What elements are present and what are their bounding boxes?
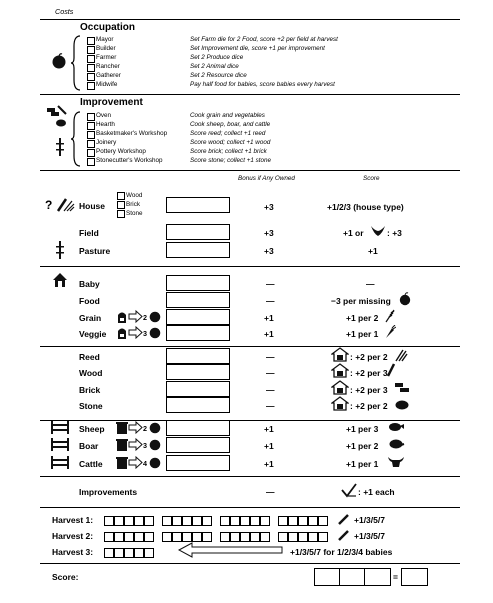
harvest-tally-box[interactable] (288, 516, 298, 526)
occupation-brace (70, 34, 82, 92)
harvest-2-label: Harvest 2: (52, 531, 94, 541)
grain-bonus: +1 (264, 313, 274, 323)
brick-score: : +2 per 3 (350, 385, 388, 395)
improvement-description: Score stone; collect +1 stone (190, 157, 272, 164)
harvest-tally-box[interactable] (144, 532, 154, 542)
harvest-tally-box[interactable] (220, 516, 230, 526)
workshop-icon (331, 396, 349, 411)
harvest-tally-box[interactable] (230, 516, 240, 526)
veggie-cook-count: 3 (143, 329, 147, 338)
house-wood-checkbox[interactable] (117, 192, 125, 200)
field-input[interactable] (166, 224, 230, 240)
sheep-icon (387, 420, 405, 434)
house-wood-label: Wood (126, 192, 143, 199)
improvement-brace (70, 110, 82, 168)
fence-icon (50, 456, 70, 469)
occupation-heading: Occupation (80, 22, 136, 33)
left-arrow-icon (178, 542, 284, 558)
workshop-icon (331, 363, 349, 378)
improvement-checkbox[interactable] (87, 158, 95, 166)
harvest-tally-box[interactable] (240, 516, 250, 526)
improvement-name: Stonecutter's Workshop (96, 157, 163, 164)
occupation-name: Mayor (96, 36, 114, 43)
boar-input[interactable] (166, 437, 230, 453)
house-stone-checkbox[interactable] (117, 210, 125, 218)
field-score: +1 or (343, 228, 364, 238)
sheep-input[interactable] (166, 420, 230, 436)
cattle-input[interactable] (166, 455, 230, 471)
sheep-score: +1 per 3 (346, 424, 379, 434)
harvest-tally-box[interactable] (220, 532, 230, 542)
occupation-name: Builder (96, 45, 116, 52)
divider (40, 563, 460, 564)
harvest-tally-box[interactable] (134, 532, 144, 542)
baby-input[interactable] (166, 275, 230, 291)
harvest-tally-box[interactable] (250, 532, 260, 542)
harvest-tally-box[interactable] (192, 516, 202, 526)
reed-icon (394, 348, 408, 362)
harvest-tally-box[interactable] (104, 516, 114, 526)
improvement-checkbox[interactable] (87, 131, 95, 139)
house-brick-checkbox[interactable] (117, 201, 125, 209)
cook-to-food-icon (115, 309, 163, 324)
reed-bonus: — (266, 352, 275, 362)
harvest-tally-box[interactable] (260, 516, 270, 526)
improvement-description: Cook grain and vegetables (190, 112, 265, 119)
occupation-description: Set 2 Resource dice (190, 72, 247, 79)
harvest-tally-box[interactable] (250, 516, 260, 526)
boar-score: +1 per 2 (346, 441, 379, 451)
divider (40, 346, 460, 347)
grain-label: Grain (79, 313, 102, 323)
harvest-tally-box[interactable] (240, 532, 250, 542)
harvest-tally-box[interactable] (192, 532, 202, 542)
cattle-score: +1 per 1 (346, 459, 379, 469)
food-label: Food (79, 296, 100, 306)
improvement-heading: Improvement (80, 97, 143, 108)
harvest-tally-box[interactable] (162, 516, 172, 526)
pasture-score: +1 (368, 246, 378, 256)
veggie-score: +1 per 1 (346, 329, 379, 339)
food-icon (398, 292, 412, 306)
harvest-tally-box[interactable] (104, 532, 114, 542)
improvement-name: Joinery (96, 139, 117, 146)
fence-icon (55, 241, 65, 259)
score-column-header: Score (363, 175, 380, 182)
sheep-cook-count: 2 (143, 424, 147, 433)
harvest-tally-box[interactable] (144, 548, 154, 558)
total-score-box[interactable] (401, 568, 428, 586)
occupation-checkbox[interactable] (87, 55, 95, 63)
house-score: +1/2/3 (house type) (327, 202, 404, 212)
carrot-icon (384, 325, 396, 339)
harvest-tally-box[interactable] (124, 532, 134, 542)
harvest-tally-box[interactable] (114, 516, 124, 526)
harvest-tally-box[interactable] (202, 532, 212, 542)
equals-sign: = (393, 572, 398, 582)
pasture-input[interactable] (166, 242, 230, 258)
occupation-description: Pay half food for babies, score babies every harvest (190, 81, 335, 88)
house-input[interactable] (166, 197, 230, 213)
sheep-label: Sheep (79, 424, 105, 434)
improvement-description: Cook sheep, boar, and cattle (190, 121, 271, 128)
harvest-1-score: +1/3/5/7 (354, 515, 385, 525)
harvest-tally-box[interactable] (172, 516, 182, 526)
occupation-name: Gatherer (96, 72, 121, 79)
harvest-tally-box[interactable] (298, 516, 308, 526)
harvest-tally-box[interactable] (162, 532, 172, 542)
harvest-tally-box[interactable] (182, 516, 192, 526)
house-label: House (79, 201, 105, 211)
harvest-3-score: +1/3/5/7 for 1/2/3/4 babies (290, 547, 393, 557)
costs-label: Costs (55, 7, 74, 16)
improvement-checkbox[interactable] (87, 122, 95, 130)
checkmark-icon (340, 482, 358, 498)
boar-bonus: +1 (264, 441, 274, 451)
cook-to-food-icon (115, 420, 163, 435)
horns-icon (369, 224, 387, 238)
workshop-icon (331, 347, 349, 362)
improvements-score: : +1 each (358, 487, 395, 497)
grain-input[interactable] (166, 309, 230, 325)
occupation-description: Set 2 Animal dice (190, 63, 239, 70)
brick-label: Brick (79, 385, 101, 395)
harvest-tally-box[interactable] (124, 548, 134, 558)
occupation-name: Farmer (96, 54, 117, 61)
harvest-tally-box[interactable] (202, 516, 212, 526)
improvement-description: Score reed; collect +1 reed (190, 130, 266, 137)
harvest-tally-box[interactable] (172, 532, 182, 542)
house-icon (52, 272, 68, 288)
brick-input[interactable] (166, 381, 230, 397)
baby-label: Baby (79, 279, 100, 289)
resource-icons (46, 104, 68, 128)
score-box[interactable] (364, 568, 391, 586)
divider (40, 94, 460, 95)
veggie-label: Veggie (79, 329, 107, 339)
boar-cook-count: 3 (143, 441, 147, 450)
occupation-name: Rancher (96, 63, 120, 70)
improvement-name: Oven (96, 112, 112, 119)
harvest-tally-box[interactable] (278, 532, 288, 542)
divider (40, 476, 460, 477)
fence-icon (50, 438, 70, 451)
harvest-tally-box[interactable] (104, 548, 114, 558)
harvest-tally-box[interactable] (308, 532, 318, 542)
improvement-description: Score wood; collect +1 wood (190, 139, 271, 146)
harvest-tally-box[interactable] (230, 532, 240, 542)
pasture-bonus: +3 (264, 246, 274, 256)
grain-cook-count: 2 (143, 313, 147, 322)
harvest-tally-box[interactable] (134, 516, 144, 526)
cattle-cook-count: 4 (143, 459, 147, 468)
improvement-description: Score brick; collect +1 brick (190, 148, 267, 155)
harvest-tally-box[interactable] (260, 532, 270, 542)
harvest-tally-box[interactable] (124, 516, 134, 526)
cattle-bonus: +1 (264, 459, 274, 469)
improvement-checkbox[interactable] (87, 149, 95, 157)
brick-bonus: — (266, 385, 275, 395)
harvest-2-score: +1/3/5/7 (354, 531, 385, 541)
grain-score: +1 per 2 (346, 313, 379, 323)
wood-score: : +2 per 3 (350, 368, 388, 378)
food-input[interactable] (166, 292, 230, 308)
fence-icon (50, 421, 70, 434)
field-label: Field (79, 228, 99, 238)
harvest-tally-box[interactable] (278, 516, 288, 526)
stone-bonus: — (266, 401, 275, 411)
reed-score: : +2 per 2 (350, 352, 388, 362)
food-icon (50, 53, 68, 69)
wood-input[interactable] (166, 364, 230, 380)
divider (40, 266, 460, 267)
divider (40, 507, 460, 508)
occupation-name: Midwife (96, 81, 118, 88)
occupation-checkbox[interactable] (87, 37, 95, 45)
harvest-1-label: Harvest 1: (52, 515, 94, 525)
wood-bonus: — (266, 368, 275, 378)
improvement-name: Pottery Workshop (96, 148, 146, 155)
wood-icon (386, 363, 396, 377)
occupation-checkbox[interactable] (87, 73, 95, 81)
workshop-icon (331, 380, 349, 395)
occupation-checkbox[interactable] (87, 46, 95, 54)
occupation-description: Set Farm die for 2 Food, score +2 per field at harvest (190, 36, 338, 43)
boar-icon (387, 437, 405, 451)
stone-score: : +2 per 2 (350, 401, 388, 411)
field-bonus: +3 (264, 228, 274, 238)
food-score: −3 per missing (331, 296, 391, 306)
improvement-name: Basketmaker's Workshop (96, 130, 168, 137)
pasture-label: Pasture (79, 246, 111, 256)
harvest-tally-box[interactable] (182, 532, 192, 542)
score-box[interactable] (339, 568, 366, 586)
sheep-bonus: +1 (264, 424, 274, 434)
house-bonus: +3 (264, 202, 274, 212)
house-brick-label: Brick (126, 201, 140, 208)
improvement-checkbox[interactable] (87, 113, 95, 121)
harvest-tally-box[interactable] (318, 532, 328, 542)
food-bonus: — (266, 296, 275, 306)
veggie-input[interactable] (166, 325, 230, 341)
stone-label: Stone (79, 401, 103, 411)
occupation-checkbox[interactable] (87, 82, 95, 90)
stone-icon (394, 397, 410, 411)
cattle-label: Cattle (79, 459, 103, 469)
fence-icon (55, 138, 65, 156)
cook-to-food-icon (115, 325, 163, 340)
harvest-tally-box[interactable] (318, 516, 328, 526)
occupation-checkbox[interactable] (87, 64, 95, 72)
divider (40, 170, 460, 171)
grain-icon (384, 309, 396, 323)
wood-reed-icon (56, 198, 76, 212)
wood-label: Wood (79, 368, 103, 378)
harvest-tally-box[interactable] (308, 516, 318, 526)
veggie-bonus: +1 (264, 329, 274, 339)
score-label: Score: (52, 572, 79, 582)
divider (40, 19, 460, 20)
stone-input[interactable] (166, 397, 230, 413)
harvest-tally-box[interactable] (288, 532, 298, 542)
reed-label: Reed (79, 352, 100, 362)
grain-icon (337, 513, 351, 525)
harvest-tally-box[interactable] (114, 532, 124, 542)
brick-icon (394, 381, 410, 395)
improvement-name: Hearth (96, 121, 115, 128)
boar-label: Boar (79, 441, 99, 451)
cook-to-food-icon (115, 437, 163, 452)
improvement-checkbox[interactable] (87, 140, 95, 148)
harvest-tally-box[interactable] (298, 532, 308, 542)
house-stone-label: Stone (126, 210, 143, 217)
harvest-tally-box[interactable] (134, 548, 144, 558)
cattle-icon (387, 455, 405, 469)
grain-icon (337, 529, 351, 541)
harvest-3-label: Harvest 3: (52, 547, 94, 557)
question-mark-icon: ? (45, 198, 53, 212)
baby-bonus: — (266, 279, 275, 289)
harvest-tally-box[interactable] (114, 548, 124, 558)
reed-input[interactable] (166, 348, 230, 364)
harvest-tally-box[interactable] (144, 516, 154, 526)
improvements-label: Improvements (79, 487, 138, 497)
occupation-description: Set 2 Produce dice (190, 54, 244, 61)
bonus-column-header: Bonus if Any Owned (238, 175, 295, 182)
field-score-suffix: : +3 (387, 228, 402, 238)
score-box[interactable] (314, 568, 341, 586)
occupation-description: Set Improvement die, score +1 per improvement (190, 45, 325, 52)
baby-score: — (366, 279, 375, 289)
improvements-bonus: — (266, 487, 275, 497)
cook-to-food-icon (115, 455, 163, 470)
